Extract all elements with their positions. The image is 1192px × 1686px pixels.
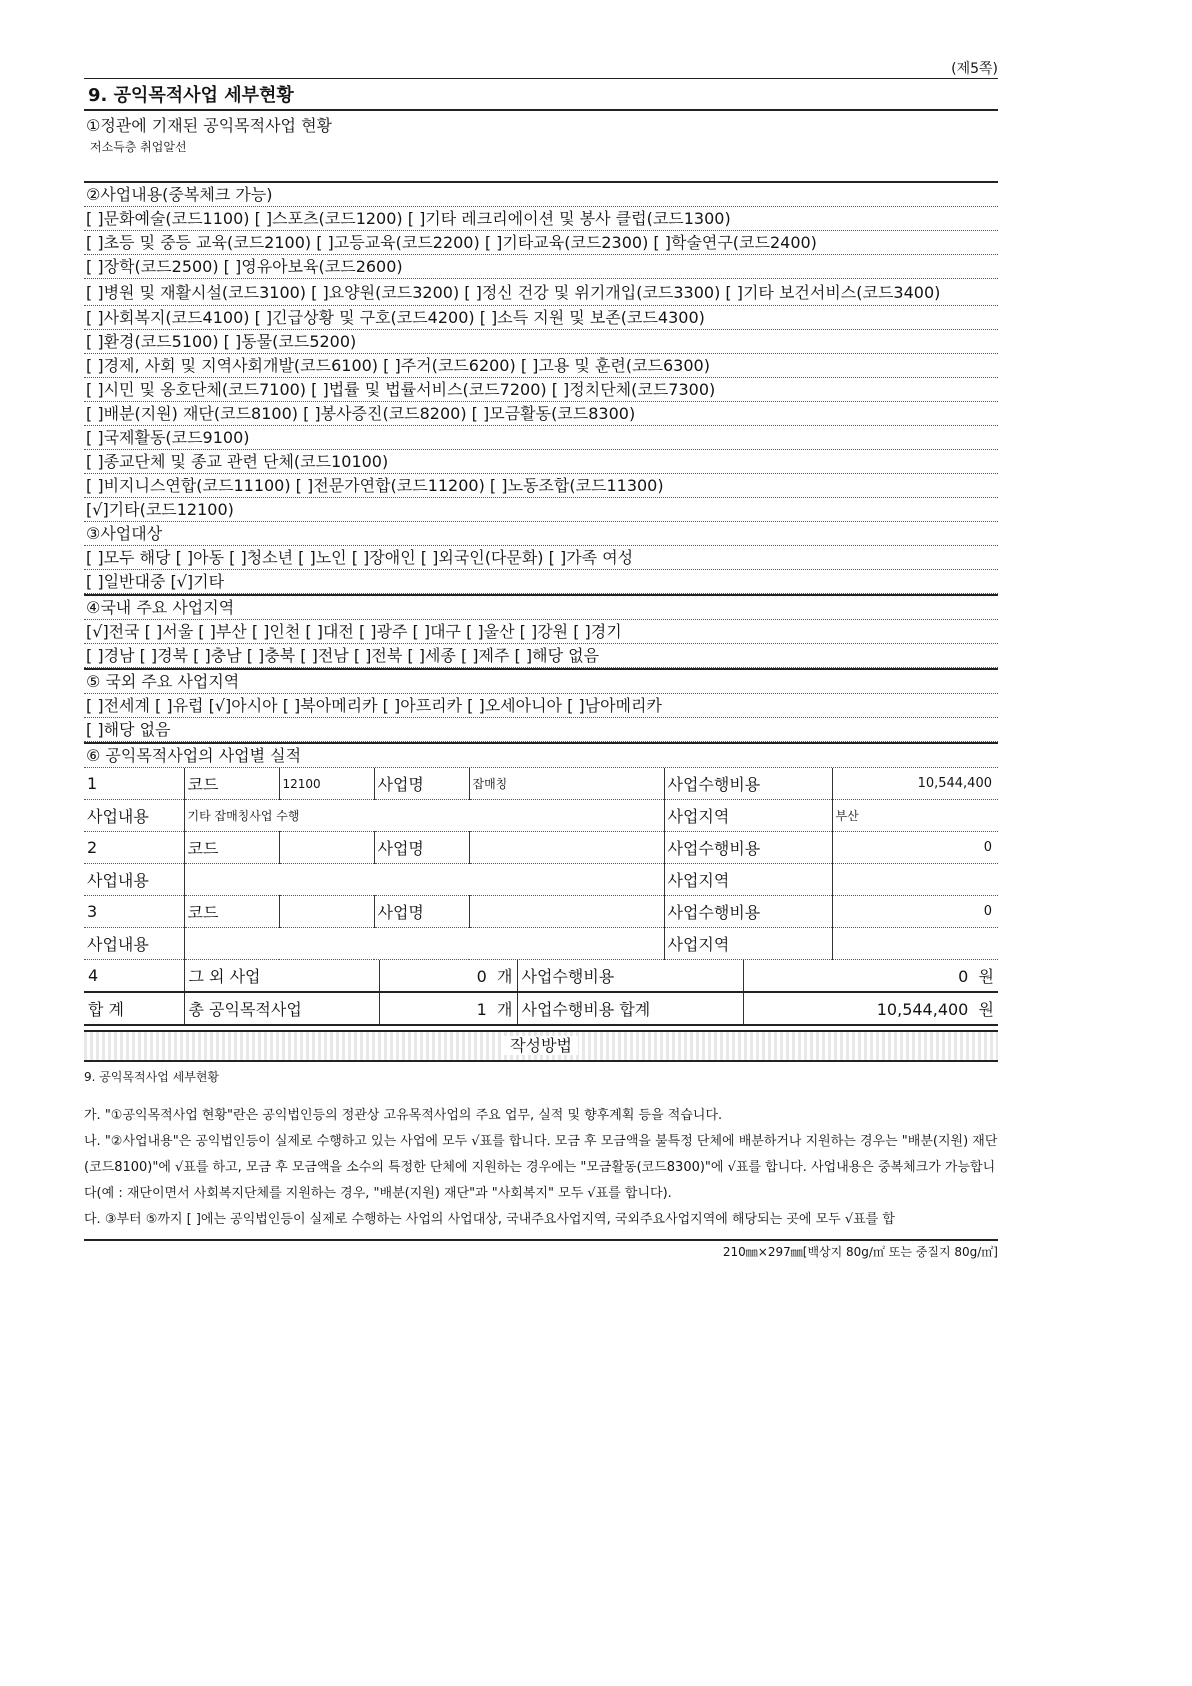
business-line: [ ]사회복지(코드4100) [ ]긴급상황 및 구호(코드4200) [ ]소득 지원 및 보존(코드4300) — [84, 306, 998, 330]
table-row — [84, 768, 998, 800]
instructions-banner — [84, 1030, 998, 1062]
code-value: 12100 — [279, 768, 374, 800]
instructions-subtitle: 9. 공익목적사업 세부현황 — [84, 1070, 219, 1084]
domestic-region-line: [ ]경남 [ ]경북 [ ]충남 [ ]충북 [ ]전남 [ ]전북 [ ]세종 [ ]제주 [ ]해당 없음 — [84, 644, 998, 668]
section-3 — [84, 522, 998, 594]
name-label: 사업명 — [374, 832, 469, 864]
paper-spec-footer: 210㎜×297㎜[백상지 80g/㎡ 또는 중질지 80g/㎡] — [84, 1239, 998, 1260]
instruction-note: 다. ③부터 ⑤까지 [ ]에는 공익법인등이 실제로 수행하는 사업의 사업대상, 국내주요사업지역, 국외주요사업지역에 해당되는 곳에 모두 √표를 합 — [84, 1212, 895, 1227]
overseas-region-line: [ ]해당 없음 — [84, 718, 998, 742]
total-business-label: 총 공익목적사업 — [184, 992, 379, 1025]
total-count-unit: 개 — [497, 1000, 513, 1019]
other-count — [379, 960, 517, 992]
name-value: 잡매칭 — [469, 768, 664, 800]
section-6-heading: ⑥ 공익목적사업의 사업별 실적 — [84, 744, 998, 768]
other-cost-value: 0 — [958, 967, 969, 986]
region-value: 부산 — [832, 800, 998, 832]
section-1-blank — [84, 155, 998, 181]
table-row — [84, 928, 998, 960]
code-label: 코드 — [184, 832, 279, 864]
total-cost — [743, 992, 998, 1025]
name-value — [469, 896, 664, 928]
code-value — [279, 896, 374, 928]
other-count-unit: 개 — [497, 967, 513, 986]
section-2-heading: ②사업내용(중복체크 가능) — [84, 183, 998, 207]
table-row — [84, 864, 998, 896]
name-value — [469, 832, 664, 864]
region-value — [832, 928, 998, 960]
other-cost-currency: 원 — [978, 967, 994, 986]
row-number: 2 — [87, 838, 98, 857]
content-value — [184, 928, 664, 960]
cost-value: 0 — [832, 896, 998, 928]
section-1-content: 저소득층 취업알선 — [90, 140, 187, 154]
region-label: 사업지역 — [664, 864, 832, 896]
business-line: [ ]환경(코드5100) [ ]동물(코드5200) — [84, 330, 998, 354]
content-value: 기타 잡매칭사업 수행 — [184, 800, 664, 832]
instruction-note: 나. "②사업내용"은 공익법인등이 실제로 수행하고 있는 사업에 모두 √표를 합니다. 모금 후 모금액을 불특정 단체에 배분하거나 지원하는 경우는 "배분(지원) 재단(코드8100)"에 √표를 하고, 모금 후 모금액을 소수의 특정한 단체에 지원하는 경우에는 "모금활동(코드8300)"에 √표를 합니다. 사업내용은 중복체크가 가능합니다(예 : 재단이면서 사회복지단체를 지원하는 경우, "배분(지원) 재단"과 "사회복지" 모두 √표를 합니다). — [84, 1134, 998, 1201]
domestic-region-line: [√]전국 [ ]서울 [ ]부산 [ ]인천 [ ]대전 [ ]광주 [ ]대구 [ ]울산 [ ]강원 [ ]경기 — [84, 620, 998, 644]
table-row — [84, 832, 998, 864]
region-label: 사업지역 — [664, 800, 832, 832]
total-label: 합 계 — [88, 1000, 124, 1019]
other-label: 그 외 사업 — [184, 960, 379, 992]
other-cost-label: 사업수행비용 — [517, 960, 743, 992]
form-page — [84, 58, 998, 1260]
other-cost — [743, 960, 998, 992]
section-2 — [84, 181, 998, 522]
name-label: 사업명 — [374, 768, 469, 800]
table-row — [84, 800, 998, 832]
content-label: 사업내용 — [87, 871, 149, 890]
total-cost-currency: 원 — [978, 1000, 994, 1019]
business-line: [ ]문화예술(코드1100) [ ]스포츠(코드1200) [ ]기타 레크리에이션 및 봉사 클럽(코드1300) — [84, 207, 998, 231]
business-line: [ ]장학(코드2500) [ ]영유아보육(코드2600) — [84, 255, 998, 279]
content-label: 사업내용 — [87, 935, 149, 954]
performance-table — [84, 768, 998, 960]
summary-table — [84, 960, 998, 1026]
total-cost-value: 10,544,400 — [876, 1000, 969, 1019]
region-label: 사업지역 — [664, 928, 832, 960]
business-line: [ ]경제, 사회 및 지역사회개발(코드6100) [ ]주거(코드6200) [ ]고용 및 훈련(코드6300) — [84, 354, 998, 378]
other-number: 4 — [88, 966, 99, 985]
total-cost-label: 사업수행비용 합계 — [517, 992, 743, 1025]
business-line: [ ]초등 및 중등 교육(코드2100) [ ]고등교육(코드2200) [ ]기타교육(코드2300) [ ]학술연구(코드2400) — [84, 231, 998, 255]
instruction-note: 가. "①공익목적사업 현황"란은 공익법인등의 정관상 고유목적사업의 주요 업무, 실적 및 향후계획 등을 적습니다. — [84, 1108, 723, 1123]
page-title: 9. 공익목적사업 세부현황 — [84, 78, 998, 111]
business-line: [√]기타(코드12100) — [84, 498, 998, 522]
code-label: 코드 — [184, 768, 279, 800]
section-5 — [84, 668, 998, 742]
instructions-heading: 작성방법 — [504, 1036, 578, 1055]
business-line: [ ]국제활동(코드9100) — [84, 426, 998, 450]
section-3-heading: ③사업대상 — [84, 522, 998, 546]
region-value — [832, 864, 998, 896]
code-label: 코드 — [184, 896, 279, 928]
cost-label: 사업수행비용 — [664, 832, 832, 864]
name-label: 사업명 — [374, 896, 469, 928]
row-number: 3 — [87, 902, 98, 921]
table-row — [84, 896, 998, 928]
total-row — [84, 992, 998, 1025]
section-5-heading: ⑤ 국외 주요 사업지역 — [84, 670, 998, 694]
section-4-heading: ④국내 주요 사업지역 — [84, 596, 998, 620]
target-line: [ ]일반대중 [√]기타 — [84, 570, 998, 594]
cost-value: 0 — [832, 832, 998, 864]
content-label: 사업내용 — [87, 807, 149, 826]
cost-label: 사업수행비용 — [664, 896, 832, 928]
business-line: [ ]비지니스연합(코드11100) [ ]전문가연합(코드11200) [ ]노동조합(코드11300) — [84, 474, 998, 498]
business-line: [ ]시민 및 옹호단체(코드7100) [ ]법률 및 법률서비스(코드7200) [ ]정치단체(코드7300) — [84, 378, 998, 402]
row-number: 1 — [87, 774, 98, 793]
section-4 — [84, 594, 998, 668]
overseas-region-line: [ ]전세계 [ ]유럽 [√]아시아 [ ]북아메리카 [ ]아프리카 [ ]오세아니아 [ ]남아메리카 — [84, 694, 998, 718]
business-line: [ ]병원 및 재활시설(코드3100) [ ]요양원(코드3200) [ ]정신 건강 및 위기개입(코드3300) [ ]기타 보건서비스(코드3400) — [84, 279, 998, 306]
cost-value: 10,544,400 — [832, 768, 998, 800]
business-line: [ ]배분(지원) 재단(코드8100) [ ]봉사증진(코드8200) [ ]모금활동(코드8300) — [84, 402, 998, 426]
business-line: [ ]종교단체 및 종교 관련 단체(코드10100) — [84, 450, 998, 474]
section-6 — [84, 742, 998, 1026]
code-value — [279, 832, 374, 864]
other-business-row — [84, 960, 998, 992]
other-count-value: 0 — [476, 967, 487, 986]
target-line: [ ]모두 해당 [ ]아동 [ ]청소년 [ ]노인 [ ]장애인 [ ]외국인(다문화) [ ]가족 여성 — [84, 546, 998, 570]
content-value — [184, 864, 664, 896]
cost-label: 사업수행비용 — [664, 768, 832, 800]
section-1-heading: ①정관에 기재된 공익목적사업 현황 — [86, 116, 332, 135]
section-1 — [84, 111, 998, 181]
total-count-value: 1 — [476, 1000, 487, 1019]
total-count — [379, 992, 517, 1025]
page-number: (제5쪽) — [951, 61, 998, 77]
